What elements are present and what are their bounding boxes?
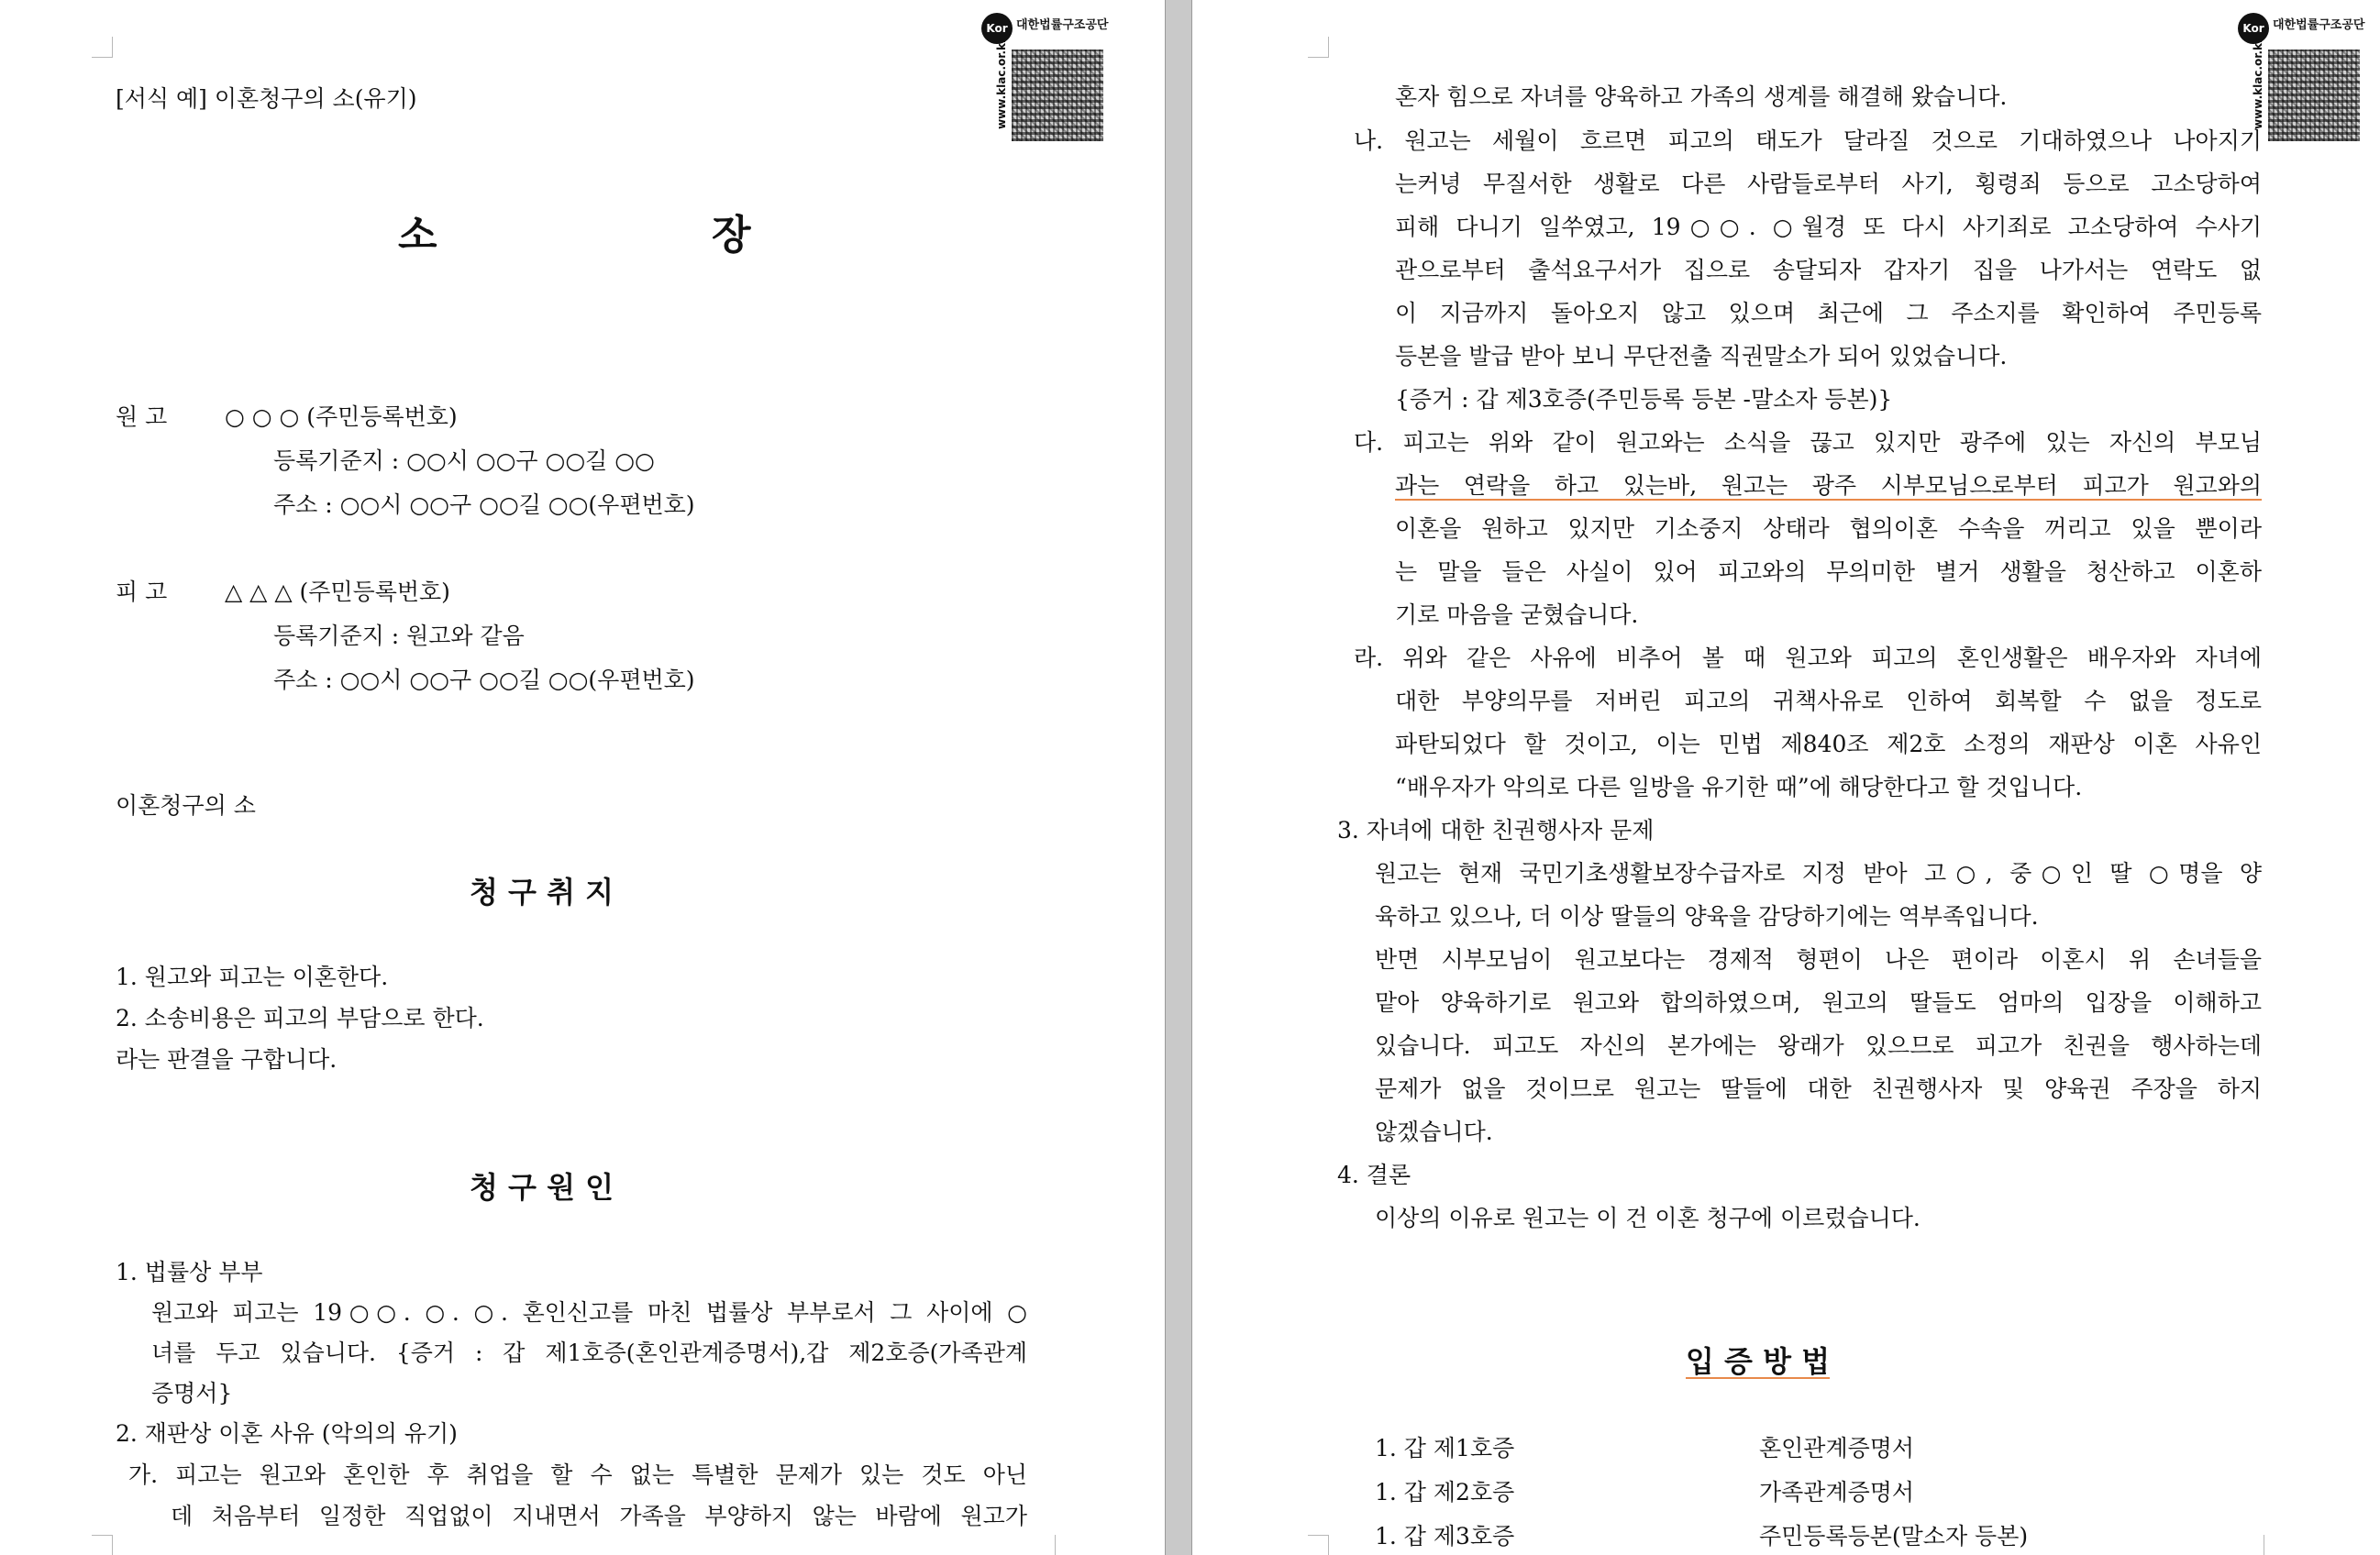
- cause-2c-line: 이혼을 원하고 있지만 기소중지 상태라 협의이혼 수속을 꺼리고 있을 뿐이라: [1395, 515, 2262, 542]
- cause-2c-line: 기로 마음을 굳혔습니다.: [1395, 601, 1639, 628]
- evidence-number: 1. 갑 제3호증: [1375, 1523, 1515, 1549]
- cause-1-title: 1. 법률상 부부: [116, 1259, 263, 1285]
- defendant-label: 피 고: [116, 579, 168, 605]
- cause-4-line: 이상의 이유로 원고는 이 건 이혼 청구에 이르렀습니다.: [1375, 1205, 1921, 1231]
- evidence-number: 1. 갑 제1호증: [1375, 1435, 1515, 1461]
- cause-2a-line: 가. 피고는 원고와 혼인한 후 취업을 할 수 없는 특별한 문제가 있는 것도 아닌: [128, 1461, 1027, 1488]
- claim-purpose-heading: 청 구 취 지: [470, 875, 614, 910]
- plaintiff-address: 주소 : ○○시 ○○구 ○○길 ○○(우편번호): [273, 491, 695, 518]
- klac-url: www.klac.or.kr: [2251, 38, 2264, 129]
- cause-2a-line: 데 처음부터 일정한 직업없이 지내면서 가족을 부양하지 않는 바람에 원고가: [171, 1503, 1027, 1529]
- cause-2-title: 2. 재판상 이혼 사유 (악의의 유기): [116, 1420, 458, 1447]
- cause-3-line: 맡아 양육하기로 원고와 합의하였으며, 원고의 딸들도 엄마의 입장을 이해하고: [1375, 989, 2262, 1016]
- klac-logo-badge: Kor: [2238, 13, 2269, 44]
- cause-4-title: 4. 결론: [1337, 1162, 1411, 1188]
- evidence-document: 혼인관계증명서: [1759, 1435, 1915, 1461]
- cause-2d-line: 파탄되었다 할 것이고, 이는 민법 제840조 제2호 소정의 재판상 이혼 사유인: [1395, 731, 2262, 757]
- cause-2c-line: 는 말을 들은 사실이 있어 피고와의 무의미한 별거 생활을 청산하고 이혼하: [1395, 558, 2262, 585]
- document-page-1: [0, 0, 1165, 1555]
- cause-2b-evidence: {증거 : 갑 제3호증(주민등록 등본 -말소자 등본)}: [1395, 386, 1893, 413]
- qr-code-icon: [1012, 50, 1103, 141]
- plaintiff-registration: 등록기준지 : ○○시 ○○구 ○○길 ○○: [273, 447, 655, 474]
- crop-mark: [92, 1535, 113, 1555]
- case-name: 이혼청구의 소: [116, 792, 256, 819]
- claim-cause-heading: 청 구 원 인: [470, 1170, 614, 1205]
- cause-2a-line: 혼자 힘으로 자녀를 양육하고 가족의 생계를 해결해 왔습니다.: [1395, 83, 2008, 110]
- form-label: [서식 예] 이혼청구의 소(유기): [116, 85, 417, 112]
- document-page-2: [1192, 0, 2380, 1555]
- defendant-address: 주소 : ○○시 ○○구 ○○길 ○○(우편번호): [273, 667, 695, 693]
- cause-3-line: 반면 시부모님이 원고보다는 경제적 형편이 나은 편이라 이혼시 위 손녀들을: [1375, 946, 2262, 973]
- claim-item-2: 2. 소송비용은 피고의 부담으로 한다.: [116, 1005, 484, 1031]
- cause-1-line: 원고와 피고는 19○○. ○. ○. 혼인신고를 마친 법률상 부부로서 그 사이에 ○: [151, 1299, 1027, 1326]
- evidence-document: 가족관계증명서: [1759, 1479, 1915, 1505]
- cause-2c-line: 과는 연락을 하고 있는바, 원고는 광주 시부모님으로부터 피고가 원고와의: [1395, 472, 2262, 499]
- cause-1-line: 증명서}: [151, 1380, 233, 1406]
- crop-mark: [1055, 1535, 1076, 1555]
- klac-logo: [980, 13, 1109, 141]
- doc-title-char-2: 장: [712, 212, 751, 259]
- klac-org-name: 대한법률구조공단: [1016, 18, 1109, 32]
- cause-2b-line: 피해 다니기 일쑤였고, 19○○. ○월경 또 다시 사기죄로 고소당하여 수사기: [1395, 214, 2262, 240]
- cause-2b-line: 이 지금까지 돌아오지 않고 있으며 최근에 그 주소지를 확인하여 주민등록: [1395, 300, 2262, 326]
- cause-3-line: 육하고 있으나, 더 이상 딸들의 양육을 감당하기에는 역부족입니다.: [1375, 903, 2039, 930]
- cause-2d-line: “배우자가 악의로 다른 일방을 유기한 때”에 해당한다고 할 것입니다.: [1395, 774, 2083, 800]
- page-gutter: [1165, 0, 1192, 1555]
- plaintiff-name: ○ ○ ○ (주민등록번호): [225, 403, 458, 430]
- cause-3-line: 원고는 현재 국민기초생활보장수급자로 지정 받아 고○, 중○인 딸 ○명을 양: [1375, 860, 2262, 887]
- defendant-name: △ △ △ (주민등록번호): [225, 579, 450, 605]
- plaintiff-label: 원 고: [116, 403, 168, 430]
- claim-closing: 라는 판결을 구합니다.: [116, 1046, 338, 1073]
- cause-3-line: 않겠습니다.: [1375, 1119, 1493, 1145]
- cause-2b-line: 관으로부터 출석요구서가 집으로 송달되자 갑자기 집을 나가서는 연락도 없: [1395, 257, 2262, 283]
- crop-mark: [1308, 37, 1329, 58]
- cause-3-line: 문제가 없을 것이므로 원고는 딸들에 대한 친권행사자 및 양육권 주장을 하지: [1375, 1075, 2262, 1102]
- doc-title-char-1: 소: [398, 212, 437, 259]
- cause-2d-line: 대한 부양의무를 저버린 피고의 귀책사유로 인하여 회복할 수 없을 정도로: [1395, 688, 2262, 714]
- klac-url: www.klac.or.kr: [994, 38, 1008, 129]
- cause-2b-line: 등본을 발급 받아 보니 무단전출 직권말소가 되어 있었습니다.: [1395, 343, 2008, 369]
- evidence-heading: 입 증 방 법: [1686, 1344, 1831, 1379]
- qr-code-icon: [2268, 50, 2360, 141]
- cause-2b-line: 는커녕 무질서한 생활로 다른 사람들로부터 사기, 횡령죄 등으로 고소당하여: [1395, 171, 2262, 197]
- evidence-number: 1. 갑 제2호증: [1375, 1479, 1515, 1505]
- cause-3-line: 있습니다. 피고도 자신의 본가에는 왕래가 있으므로 피고가 친권을 행사하는데: [1375, 1032, 2262, 1059]
- evidence-document: 주민등록등본(말소자 등본): [1759, 1523, 2029, 1549]
- klac-logo-badge: Kor: [981, 13, 1013, 44]
- crop-mark: [92, 37, 113, 58]
- crop-mark: [2264, 1535, 2285, 1555]
- cause-1-line: 녀를 두고 있습니다. {증거 : 갑 제1호증(혼인관계증명서),갑 제2호증(가족관계: [151, 1340, 1027, 1366]
- crop-mark: [1308, 1535, 1329, 1555]
- claim-item-1: 1. 원고와 피고는 이혼한다.: [116, 964, 389, 990]
- cause-2c-line: 다. 피고는 위와 같이 원고와는 소식을 끊고 있지만 광주에 있는 자신의 부모님: [1354, 429, 2262, 456]
- klac-org-name: 대한법률구조공단: [2273, 18, 2365, 32]
- defendant-registration: 등록기준지 : 원고와 같음: [273, 623, 525, 649]
- cause-2b-line: 나. 원고는 세월이 흐르면 피고의 태도가 달라질 것으로 기대하였으나 나아지기: [1354, 127, 2262, 154]
- cause-2d-line: 라. 위와 같은 사유에 비추어 볼 때 원고와 피고의 혼인생활은 배우자와 자녀에: [1354, 645, 2262, 671]
- cause-3-title: 3. 자녀에 대한 친권행사자 문제: [1337, 817, 1655, 844]
